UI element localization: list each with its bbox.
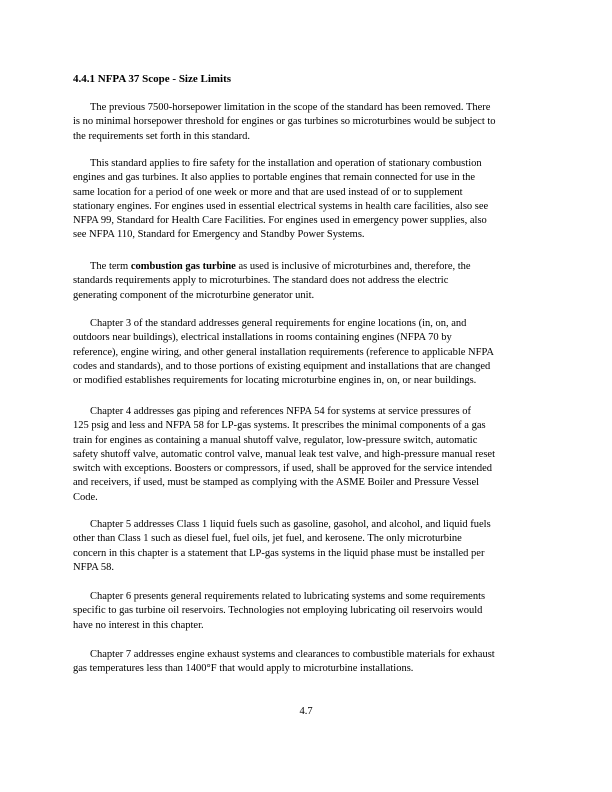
text-line: engines and gas turbines. It also applies to portable engines that remain connected for use in the (73, 172, 476, 184)
text-line: outdoors near buildings), electrical installations in rooms containing engines (NFPA 70 by (73, 332, 452, 344)
text-line: train for engines as containing a manual shutoff valve, regulator, low-pressure switch, automatic (73, 434, 478, 446)
text-line: gas temperatures less than 1400°F that would apply to microturbine installations. (73, 663, 414, 675)
text-line (73, 260, 471, 274)
text-line: NFPA 99, Standard for Health Care Facilities. For engines used in emergency power supplies, also (73, 215, 487, 227)
text-line: Chapter 6 presents general requirements related to lubricating systems and some requirements (90, 591, 486, 602)
page-number: 4.7 (299, 706, 313, 717)
paragraph-chapter-6 (73, 590, 485, 633)
text-line: the requirements set forth in this standard. (73, 130, 250, 142)
text-line: or modified establishes requirements for locating microturbine engines in, on, or near buildings. (73, 375, 477, 387)
text-line: is no minimal horsepower threshold for engines or gas turbines so microturbines would be subject to (73, 116, 496, 128)
defined-term: combustion gas turbine (130, 261, 236, 272)
text-line: Chapter 7 addresses engine exhaust systems and clearances to combustible materials for exhaust (90, 649, 495, 660)
text-line: Code. (73, 491, 98, 503)
text-line: have no interest in this chapter. (73, 619, 204, 631)
text-line: Chapter 5 addresses Class 1 liquid fuels such as gasoline, gasohol, and alcohol, and liquid fuels (90, 519, 491, 530)
text-segment: as used is inclusive of microturbines and, therefore, the (235, 261, 471, 272)
text-line: codes and standards), and to those portions of existing equipment and installations that are changed (73, 360, 491, 372)
text-line: Chapter 4 addresses gas piping and references NFPA 54 for systems at service pressures of (90, 406, 472, 417)
text-line: NFPA 58. (73, 561, 115, 573)
text-line: Chapter 3 of the standard addresses general requirements for engine locations (in, on, and (90, 318, 467, 329)
text-line: generating component of the microturbine generator unit. (73, 289, 315, 301)
text-line: same location for a period of one week or more and that are used instead of or to supplement (73, 186, 463, 198)
section-heading: 4.4.1 NFPA 37 Scope - Size Limits (73, 73, 232, 85)
paragraph-chapter-5 (73, 518, 491, 575)
paragraph-chapter-7 (73, 648, 495, 677)
text-line: switch with exceptions. Boosters or compressors, if used, shall be approved for the service intended (73, 463, 493, 475)
text-line: The previous 7500-horsepower limitation in the scope of the standard has been removed. There (90, 102, 491, 113)
text-line: safety shutoff valve, automatic control valve, manual leak test valve, and high-pressure manual reset (73, 448, 495, 460)
text-line: other than Class 1 such as diesel fuel, fuel oils, jet fuel, and kerosene. The only microturbine (73, 533, 462, 545)
paragraph-scope-limits (73, 101, 496, 144)
text-line: standards requirements apply to microturbines. The standard does not address the electric (73, 275, 449, 287)
paragraph-applicability (73, 157, 488, 243)
text-line: This standard applies to fire safety for the installation and operation of stationary combustion (90, 158, 482, 169)
text-line: reference), engine wiring, and other general installation requirements (reference to applicable NFPA (73, 346, 494, 358)
text-line: see NFPA 110, Standard for Emergency and Standby Power Systems. (73, 229, 365, 241)
paragraph-chapter-3 (73, 317, 494, 388)
text-segment: The term (90, 261, 131, 272)
text-line: concern in this chapter is a statement that LP-gas systems in the liquid phase must be installed per (73, 547, 485, 559)
paragraph-combustion-gas-turbine (73, 260, 471, 303)
paragraph-chapter-4 (73, 405, 495, 505)
text-line: stationary engines. For engines used in essential electrical systems in health care facilities, also see (73, 200, 489, 212)
text-line: specific to gas turbine oil reservoirs. Technologies not employing lubricating oil reservoirs would (73, 605, 483, 617)
text-line: and receivers, if used, must be stamped as complying with the ASME Boiler and Pressure Vessel (73, 477, 480, 489)
text-line: 125 psig and less and NFPA 58 for LP-gas systems. It prescribes the minimal components of a gas (73, 420, 486, 432)
